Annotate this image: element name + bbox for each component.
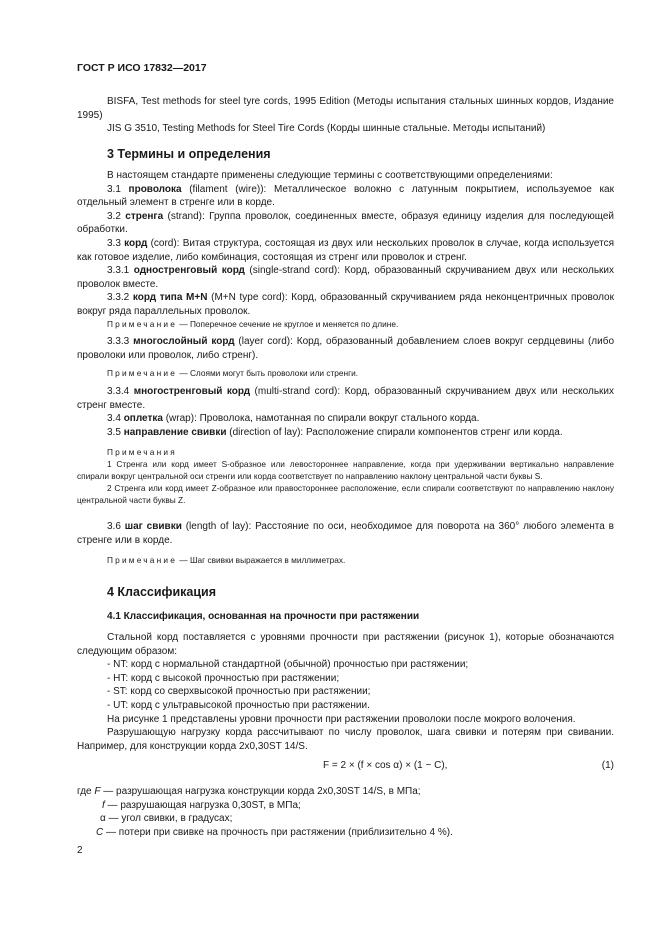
list-item-nt: - NT: корд с нормальной стандартной (обычной) прочностью при растяжении;: [107, 659, 469, 671]
section-4-1-paragraph-1: Стальной корд поставляется с уровнями прочности при растяжении (рисунок 1), которые обозначаются следующим образом:: [77, 632, 614, 657]
section-4-1-title: 4.1 Классификация, основанная на прочности при растяжении: [107, 611, 420, 622]
document-header: ГОСТ Р ИСО 17832—2017: [77, 62, 207, 74]
section-4-1-paragraph-3: Разрушающую нагрузку корда рассчитывают по числу проволок, шага свивки и потерям при свивании. Например, для конструкции корда 2x0,30ST 14/S.: [77, 727, 614, 752]
term-3-5: 3.5 направление свивки (direction of lay): Расположение спирали компонентов стренг или корда.: [107, 426, 563, 438]
note-3-3-3: Примечание — Слоями могут быть проволоки или стренги.: [107, 368, 359, 378]
note-3-5-1: 1 Стренга или корд имеет S-образное или левостороннее направление, когда при удерживании вертикально направление спирали вокруг центральной оси стренги или корда соответствует по направлению наклону центральной части буквы S.: [77, 459, 614, 481]
page-number: 2: [77, 845, 83, 856]
notes-heading: Примечания: [107, 447, 177, 457]
term-3-3-2: 3.3.2 корд типа M+N (M+N type cord): Корд, образованный скручиванием ряда неконцентричных проволок вокруг ряда параллельных проволок.: [77, 292, 614, 317]
formula-number: (1): [601, 760, 614, 771]
section-4-1-paragraph-2: На рисунке 1 представлены уровни прочности при растяжении проволоки после мокрого волочения.: [107, 713, 576, 725]
term-3-3-4: 3.3.4 многостренговый корд (multi-strand cord): Корд, образованный скручиванием двух или нескольких стренг вместе.: [77, 386, 614, 411]
term-3-3-3: 3.3.3 многослойный корд (layer cord): Корд, образованный добавлением слоев вокруг сердцевины (либо проволоки или проволок, либо стренг).: [77, 336, 614, 361]
term-3-3-3-block: [77, 335, 614, 362]
note-3-5-2: 2 Стренга или корд имеет Z-образное или правостороннее расположение, если спирали соответствуют по направлению наклону центральной части буквы Z.: [77, 483, 614, 505]
section-4-title: 4 Классификация: [107, 585, 217, 599]
section-3-title: 3 Термины и определения: [107, 147, 271, 161]
section-3-intro: В настоящем стандарте применены следующие термины с соответствующими определениями:: [107, 170, 553, 181]
term-3-4: 3.4 оплетка (wrap): Проволока, намотанная по спирали вокруг стального корда.: [107, 413, 480, 425]
reference-bisfa: BISFA, Test methods for steel tyre cords, 1995 Edition (Методы испытания стальных шинных кордов, Издание 1995): [77, 96, 614, 121]
list-item-ut: - UT: корд с ультравысокой прочностью при растяжении.: [107, 699, 370, 711]
references-block: [77, 95, 614, 136]
definition-C: C — потери при свивке на прочность при растяжении (приблизительно 4 %).: [96, 826, 453, 838]
term-3-2: 3.2 стренга (strand): Группа проволок, соединенных вместе, образуя единицу изделия для последующей обработки.: [77, 210, 614, 236]
notes-3-5: [77, 446, 614, 506]
list-item-st: - ST: корд со сверхвысокой прочностью при растяжении;: [107, 686, 371, 698]
list-item-ht: - HT: корд с высокой прочностью при растяжении;: [107, 672, 340, 684]
note-3-3-2: Примечание — Поперечное сечение не круглое и меняется по длине.: [107, 319, 399, 329]
formula-expression: F = 2 × (f × cos α) × (1 − C),: [323, 760, 448, 771]
section-3-body: [77, 169, 614, 319]
term-3-3-1: 3.3.1 одностренговый корд (single-strand cord): Корд, образованный скручиванием двух или нескольких проволок вместе.: [77, 265, 614, 290]
definition-alpha: α — угол свивки, в градусах;: [100, 813, 233, 825]
terms-3-3-4-to-3-5: [77, 385, 614, 439]
formula-definitions: [77, 785, 614, 839]
term-3-3: 3.3 корд (cord): Витая структура, состоящая из двух или нескольких проволок в случае, когда используется как готовое изделие, либо комбинация, состоящая из стренг или проволок и стренг.: [77, 237, 615, 263]
term-3-1: 3.1 проволока (filament (wire)): Металлическое волокно с латунным покрытием, используемое как отдельный элемент в стренге или в корде.: [77, 183, 614, 209]
reference-jis: JIS G 3510, Testing Methods for Steel Tire Cords (Корды шинные стальные. Методы испытаний): [107, 123, 546, 135]
definition-f: f — разрушающая нагрузка 0,30ST, в МПа;: [102, 799, 301, 811]
definition-F: где F — разрушающая нагрузка конструкции корда 2x0,30ST 14/S, в МПа;: [77, 786, 421, 797]
term-3-6-block: [77, 520, 614, 547]
term-3-6: 3.6 шаг свивки (length of lay): Расстояние по оси, необходимое для поворота на 360° любого элемента в стренге или в корде.: [77, 521, 614, 546]
note-3-6: Примечание — Шаг свивки выражается в миллиметрах.: [107, 555, 346, 565]
section-4-1-body: [77, 631, 614, 753]
